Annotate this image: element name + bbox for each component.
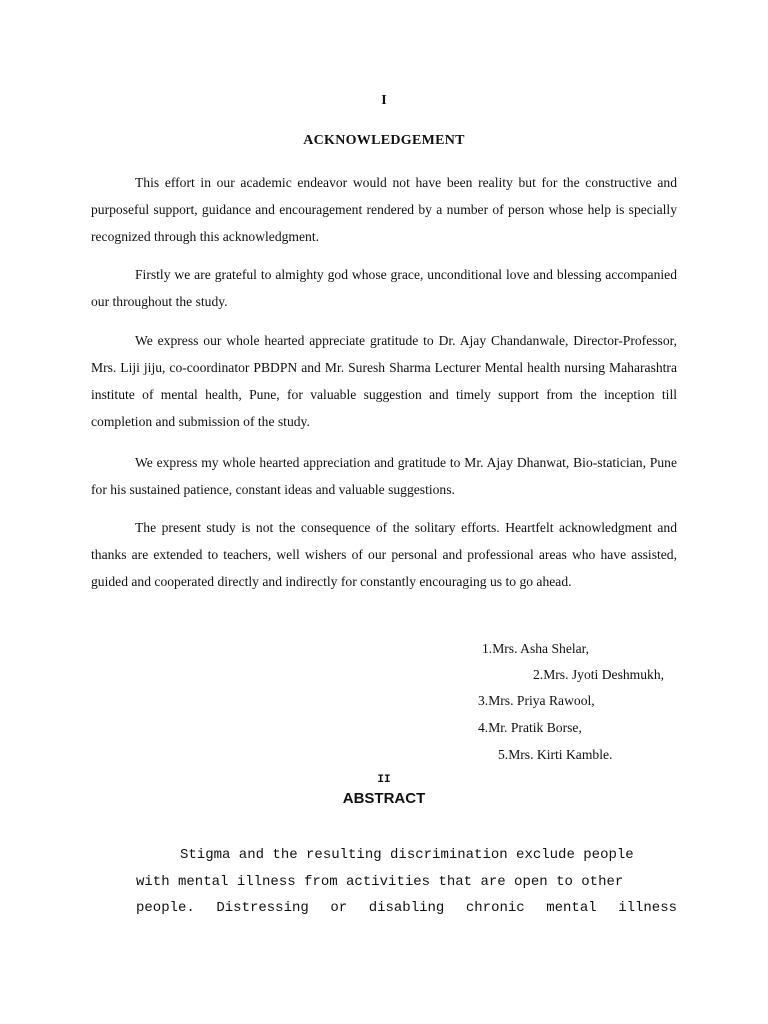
abstract-word: disabling bbox=[368, 900, 445, 916]
signatory-2: 2.Mrs. Jyoti Deshmukh, bbox=[533, 667, 665, 682]
page-number-roman-1: I bbox=[381, 93, 387, 108]
abstract-word: people. bbox=[136, 900, 195, 916]
acknowledgement-paragraph-1: This effort in our academic endeavor would not have been reality but for the constructive and purposeful support, guidance and encouragement rendered by a number of person whose help is specially recognized through this acknowledgment. bbox=[91, 175, 677, 244]
abstract-word: Distressing bbox=[216, 900, 309, 916]
abstract-line-2: with mental illness from activities that are open to other bbox=[136, 874, 624, 890]
page-number-roman-2: II bbox=[377, 774, 391, 786]
abstract-heading: ABSTRACT bbox=[342, 790, 426, 807]
abstract-word: chronic bbox=[465, 900, 525, 916]
abstract-word: or bbox=[330, 900, 348, 916]
acknowledgement-paragraph-3: We express our whole hearted appreciate gratitude to Dr. Ajay Chandanwale, Director-Professor, Mrs. Liji jiju, co-coordinator PBDPN and Mr. Suresh Sharma Lecturer Mental health nursing Maharashtra institute of mental health, Pune, for valuable suggestion and timely support from the inception till completion and submission of the study. bbox=[91, 333, 677, 429]
abstract-line-3 bbox=[136, 899, 677, 917]
abstract-word: mental bbox=[546, 900, 597, 916]
acknowledgement-paragraph-2: Firstly we are grateful to almighty god whose grace, unconditional love and blessing accompanied our throughout the study. bbox=[91, 267, 677, 309]
signatory-4: 4.Mr. Pratik Borse, bbox=[478, 720, 582, 735]
signatory-3: 3.Mrs. Priya Rawool, bbox=[478, 693, 595, 708]
acknowledgement-paragraph-5: The present study is not the consequence of the solitary efforts. Heartfelt acknowledgment and thanks are extended to teachers, well wishers of our personal and professional areas who have assisted, guided and cooperated directly and indirectly for constantly encouraging us to go ahead. bbox=[91, 520, 677, 589]
acknowledgement-heading: ACKNOWLEDGEMENT bbox=[303, 133, 465, 148]
acknowledgement-paragraph-4: We express my whole hearted appreciation and gratitude to Mr. Ajay Dhanwat, Bio-statician, Pune for his sustained patience, constant ideas and valuable suggestions. bbox=[91, 455, 677, 497]
abstract-line-1: Stigma and the resulting discrimination exclude people bbox=[180, 847, 634, 863]
abstract-word: illness bbox=[618, 900, 677, 916]
signatory-1: 1.Mrs. Asha Shelar, bbox=[482, 641, 590, 656]
signatory-5: 5.Mrs. Kirti Kamble. bbox=[498, 747, 613, 762]
